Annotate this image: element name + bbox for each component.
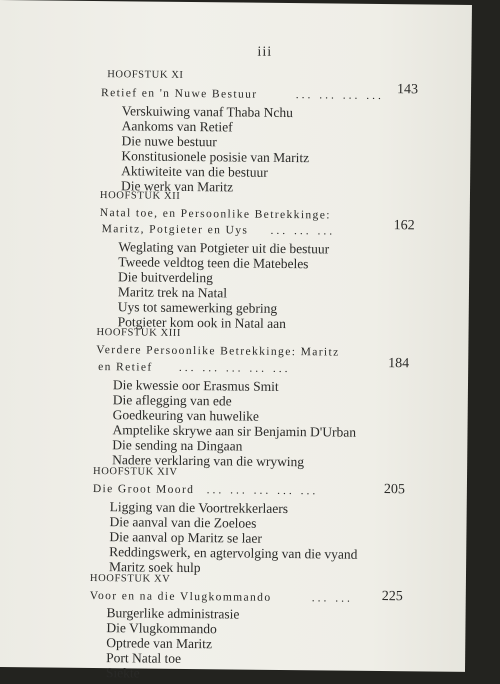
- topic-item: Weglating van Potgieter uit die bestuur: [118, 239, 330, 257]
- chapter-page-xiii: 184: [388, 356, 410, 372]
- topic-item: Die sending na Dingaan: [112, 437, 243, 454]
- topic-item: Die nuwe bestuur: [121, 133, 217, 150]
- chapter-title-xiv: Die Groot Moord ... ... ... ... ...: [92, 482, 319, 498]
- topic-item: Burgerlike administrasie: [106, 605, 240, 622]
- chapter-heading-xiv: HOOFSTUK XIV: [93, 466, 178, 478]
- topic-item: Ligging van die Voortrekkerlaers: [109, 499, 289, 517]
- chapter-page-xv: 225: [381, 589, 403, 605]
- topic-item: Maritz trek na Natal: [117, 284, 228, 301]
- topic-item: Die aanval van die Zoeloes: [109, 514, 257, 531]
- topic-item: Verskuiwing vanaf Thaba Nchu: [121, 103, 293, 121]
- chapter-page-xii: 162: [393, 218, 415, 234]
- topic-item: Die buitverdeling: [118, 269, 214, 286]
- chapter-title-xii-line2: Maritz, Potgieter en Uys ... ... ...: [101, 223, 336, 238]
- topic-item: Reddingswerk, en agtervolging van die vyand: [109, 544, 358, 562]
- topic-item: Nadere verklaring van die wrywing: [112, 452, 305, 470]
- chapter-heading-xiii: HOOFSTUK XIII: [96, 327, 182, 339]
- topic-item: Die aanval op Maritz se laer: [109, 529, 263, 546]
- topic-item: Tweede veldtog teen die Matebeles: [118, 254, 309, 272]
- topic-item: Die kwessie oor Erasmus Smit: [112, 377, 279, 394]
- topic-item: Konstitusionele posisie van Maritz: [121, 148, 310, 166]
- chapter-title-xiii-line1: Verdere Persoonlike Betrekkinge: Maritz: [96, 344, 340, 359]
- chapter-heading-xv: HOOFSTUK XV: [89, 572, 171, 585]
- topic-item: Die Vlugkommando: [106, 620, 217, 637]
- topic-item: Uys tot samewerking gebring: [117, 299, 278, 316]
- topic-item: Optrede van Maritz: [106, 635, 213, 652]
- topic-item: Amptelike skrywe aan sir Benjamin D'Urban: [112, 422, 357, 440]
- topic-item: Aankoms van Retief: [121, 118, 233, 135]
- chapter-heading-xii: HOOFSTUK XII: [99, 190, 181, 202]
- chapter-title-xv: Voor en na die Vlugkommando ... ...: [89, 589, 353, 605]
- topic-item: Port Natal toe: [106, 650, 182, 666]
- topic-item: Die werk van Maritz: [120, 178, 234, 195]
- chapter-page-xi: 143: [397, 82, 419, 98]
- topic-item: Potgieter kom ook in Natal aan: [117, 314, 287, 332]
- topic-item: Siekte: [105, 665, 140, 681]
- chapter-title-xiii-line2: en Retief ... ... ... ... ...: [98, 361, 291, 376]
- topic-item: Aktiwiteite van die bestuur: [121, 163, 268, 180]
- chapter-title-xi: Retief en 'n Nuwe Bestuur ... ... ... ...: [100, 87, 385, 103]
- roman-page-number: iii: [257, 44, 273, 60]
- topic-item: Maritz soek hulp: [108, 559, 201, 576]
- chapter-heading-xi: HOOFSTUK XI: [107, 69, 184, 81]
- chapter-title-xii-line1: Natal toe, en Persoonlike Betrekkinge:: [99, 207, 331, 222]
- chapter-page-xiv: 205: [383, 482, 405, 498]
- topic-item: Goedkeuring van huwelike: [112, 407, 259, 424]
- topic-item: Die aflegging van ede: [112, 392, 232, 409]
